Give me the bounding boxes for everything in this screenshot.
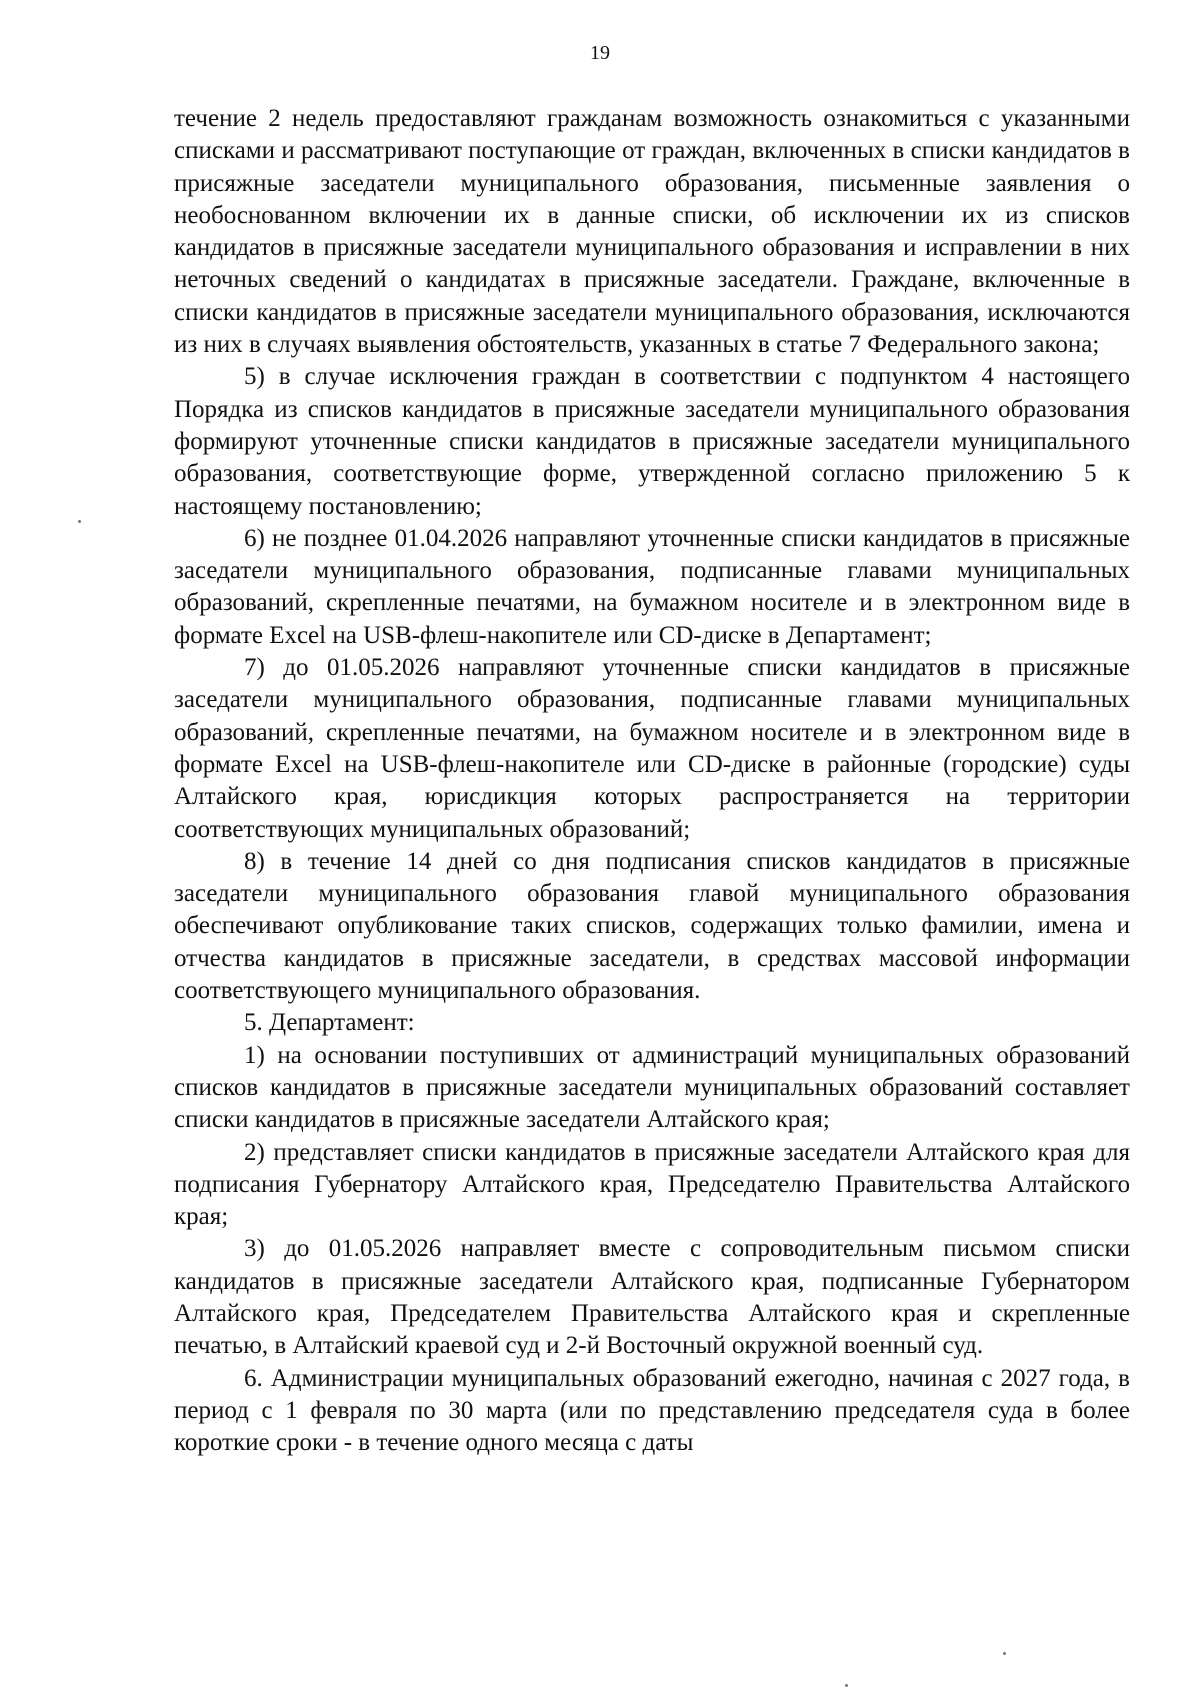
paragraph-item-7: 7) до 01.05.2026 направляют уточненные списки кандидатов в присяжные заседатели муниципального образования, подписанные главами муниципальных образований, скрепленные печатями, на бумажном носителе и в электронном виде в формате Excel на USB-флеш-накопителе или CD-диске в районные (городские) суды Алтайского края, юрисдикция которых распространяется на территории соответствующих муниципальных образований; <box>174 654 1130 843</box>
scan-speck <box>78 520 81 523</box>
paragraph-dept-item-1: 1) на основании поступивших от администраций муниципальных образований списков кандидатов в присяжные заседатели муниципальных образований составляет списки кандидатов в присяжные заседатели Алтайского края; <box>174 1041 1130 1134</box>
section-heading-department: 5. Департамент: <box>244 1009 415 1037</box>
paragraph-dept-item-2: 2) представляет списки кандидатов в присяжные заседатели Алтайского края для подписания Губернатору Алтайского края, Председателю Правительства Алтайского края; <box>174 1138 1130 1231</box>
document-body <box>174 103 1130 1459</box>
paragraph-item-6: 6) не позднее 01.04.2026 направляют уточненные списки кандидатов в присяжные заседатели муниципального образования, подписанные главами муниципальных образований, скрепленные печатями, на бумажном носителе и в электронном виде в формате Excel на USB-флеш-накопителе или CD-диске в Департамент; <box>174 524 1130 649</box>
paragraph-item-8: 8) в течение 14 дней со дня подписания списков кандидатов в присяжные заседатели муниципального образования главой муниципального образования обеспечивают опубликование таких списков, содержащих только фамилии, имена и отчества кандидатов в присяжные заседатели, в средствах массовой информации соответствующего муниципального образования. <box>174 847 1130 1005</box>
paragraph-section-6: 6. Администрации муниципальных образований ежегодно, начиная с 2027 года, в период с 1 февраля по 30 марта (или по представлению председателя суда в более короткие сроки - в течение одного месяца с даты <box>174 1364 1130 1457</box>
page-number: 19 <box>590 42 610 64</box>
paragraph-continuation: течение 2 недель предоставляют гражданам возможность ознакомиться с указанными списками и рассматривают поступающие от граждан, включенных в списки кандидатов в присяжные заседатели муниципального образования, письменные заявления о необоснованном включении их в данные списки, об исключении их из списков кандидатов в присяжные заседатели муниципального образования и исправлении в них неточных сведений о кандидатах в присяжные заседатели. Граждане, включенные в списки кандидатов в присяжные заседатели муниципального образования, исключаются из них в случаях выявления обстоятельств, указанных в статье 7 Федерального закона; <box>174 105 1130 359</box>
paragraph-item-5: 5) в случае исключения граждан в соответствии с подпунктом 4 настоящего Порядка из списков кандидатов в присяжные заседатели муниципального образования формируют уточненные списки кандидатов в присяжные заседатели муниципального образования, соответствующие форме, утвержденной согласно приложению 5 к настоящему постановлению; <box>174 363 1130 520</box>
scan-speck <box>1003 1652 1006 1655</box>
paragraph-dept-item-3: 3) до 01.05.2026 направляет вместе с сопроводительным письмом списки кандидатов в присяжные заседатели Алтайского края, подписанные Губернатором Алтайского края, Председателем Правительства Алтайского края и скрепленные печатью, в Алтайский краевой суд и 2-й Восточный окружной военный суд. <box>174 1235 1130 1360</box>
scan-speck <box>845 1684 848 1687</box>
